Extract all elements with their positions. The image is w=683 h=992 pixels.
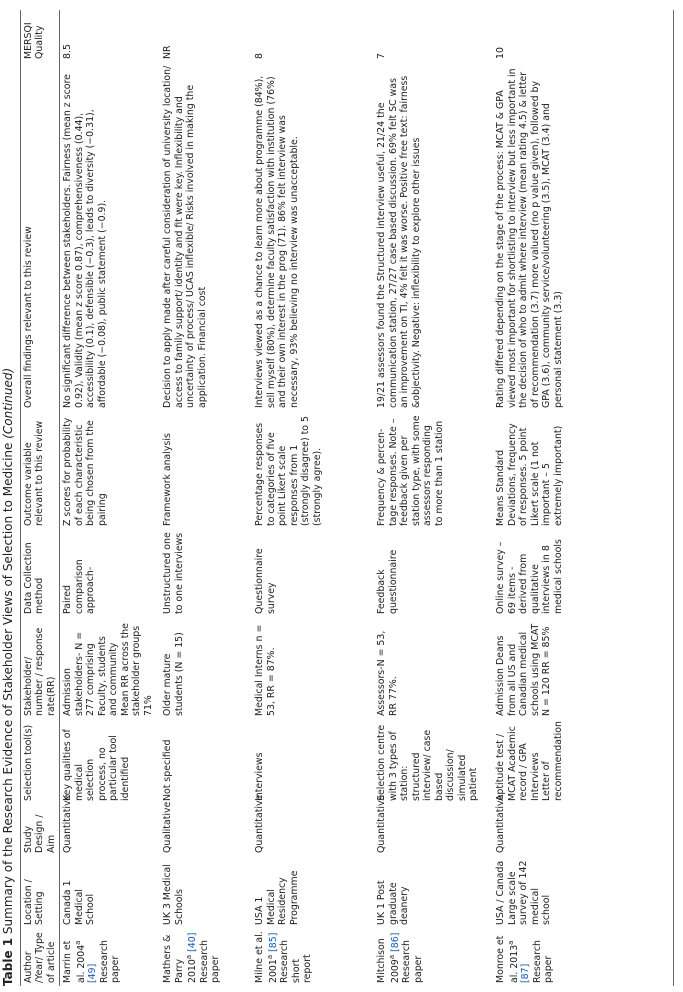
cell-location: USA 1 Medical Residency Programme [254,870,300,925]
cell-method: Questionnaire survey [254,548,277,614]
cell-design: Qualitative [162,801,174,853]
author-year: 2001 [268,959,279,983]
cell-tools: Key qualities of medical selection process, no particular tool identified [62,729,131,801]
cell-method: Feedback questionnaire [376,549,399,614]
year-superscript: a [265,954,274,960]
author-name: Monroe et al. [495,935,520,983]
cell-stakeholder: Admission Deans from all US and Canadian medical schools using MCAT N = 120 RR = 85% [493,617,674,719]
cell-findings: Rating differed depending on the stage of the process: MCAT & GPA viewed most important for shortlisting to interview but less important in the decision of who to admit where interview (mean rating 4.5) & letter of recommendation (3.7) more valued (no p value given), followed by GPA (3.6), community service/volunteering (3.5), MCAT (3.4) and personal statement (3.3) [493,62,674,411]
table-row [252,10,374,986]
cell-author [160,928,252,986]
cell-method: Unstructured one to one interviews [162,532,185,614]
year-superscript: a [185,954,194,960]
cell-design: Quantitative [254,794,266,853]
table-caption [1,368,15,986]
cell-findings: Interviews viewed as a chance to learn more about programme (84%), sell myself (80%), determine faculty satisfaction with institution (76%) and their own interest in the prog (71). 86% felt interview was necessary, 93% believing no interview was unacceptable. [254,75,300,408]
table-caption-text: Summary of the Research Evidence of Stakeholder Views of Selection to Medicine [1,442,15,935]
author-name: Mathers & Parry 2010 [162,934,199,983]
author-year: 2009 [390,959,401,983]
table-row [160,10,252,986]
cell-location: Canada 1 Medical School [62,880,97,925]
table-caption-continued: (Continued) [1,367,15,439]
year-superscript: a [506,940,515,945]
author-year: 2013 [509,944,520,969]
cell-quality: 8.5 [62,44,74,59]
cell-outcome: Percentage responses to categories of five point Likert scale responses from 1 (strongly disagree) to 5 (strongly agree). [254,416,323,526]
cell-outcome: Framework analysis [162,433,174,526]
cell-findings: Decision to apply made after careful consideration of university location/ access to family support/ identity and fit were key. Inflexibility and uncertainty of process/ UCAS inflexible/ Risks involved in making the application. Financial cost [162,65,208,408]
cell-author [493,928,674,986]
cell-method: Online survey – 69 items - derived from qualitative interviews in 8 medical schools [493,529,674,617]
cell-author [252,928,374,986]
header-outcome: Outcome variable relevant to this review [21,411,60,529]
header-method: Data Collection method [21,529,60,617]
table-header [21,10,60,986]
cell-tools: Selection centre with 3 types of station: structured interview/ case based discussion/ simulated patient [376,724,480,801]
table-row [493,10,674,986]
header-tools: Selection tool(s) [21,719,60,804]
cell-design: Quantitative [493,804,674,856]
cell-outcome: Means Standard Deviations, frequency of responses. 5 point Likert scale (1 not important – 5 extremely important) [493,411,674,529]
cell-quality: 10 [493,10,674,62]
cell-location: UK 1 Post graduate deanery [376,880,411,925]
table-body [60,10,674,986]
cell-location: USA / Canada Large scale survey of 142 medical school [493,856,674,928]
header-quality: MERSQI Quality [21,10,60,62]
year-superscript: a [73,940,82,945]
cell-outcome: Z scores for probability of each characteristic being chosen from the pairing [62,417,108,526]
header-stakeholder: Stakeholder/ number / response rate(RR) [21,617,60,719]
table-caption-label: Table 1 [1,937,15,986]
cell-stakeholder: Medical Interns n = 53, RR = 87%. [254,624,277,716]
cell-author [60,928,161,986]
cell-tools: Not specified [162,739,174,801]
author-year: 2004 [76,944,87,969]
citation-link[interactable]: [86] [390,932,401,952]
cell-stakeholder: Older mature students (N = 15) [162,632,185,716]
citation-link[interactable]: [87] [520,963,532,983]
citation-link[interactable]: [40] [187,932,199,952]
cell-stakeholder: Assessors-N = 53, RR 77%. [376,630,399,716]
table-row [374,10,493,986]
cell-quality: NR [162,45,174,59]
cell-design: Quantitative [376,794,388,853]
year-superscript: a [387,954,396,960]
article-type: Research paper [98,939,122,983]
cell-location: UK 3 Medical Schools [162,864,185,925]
citation-link[interactable]: [85] [268,932,279,952]
article-type: Research paper [531,939,555,983]
header-findings: Overall findings relevant to this review [21,62,60,411]
cell-quality: 7 [376,53,388,59]
cell-tools: Interviews [254,752,266,801]
cell-findings: 19/21 assessors found the Structured interview useful, 21/24 the communication station, 27/27 case based discussion. 69% felt SC was an improvement on TI, 4% felt it was worse. Positive free text: fairness &objectivity. Negative: inflexibility to explore other issues [376,75,422,408]
cell-method: Paired comparison approach- [62,559,97,614]
author-name: Marrin et al. [62,940,87,983]
citation-link[interactable]: [49] [87,963,99,983]
cell-stakeholder: Admission stakeholders- N = 277 comprising Faculty, students and community Mean RR across the stakeholder groups 71% [62,623,154,716]
table-row [60,10,161,986]
article-type: Research paper [401,939,424,983]
author-name: Milne et al. [254,931,266,983]
header-design: Study Design / Aim [21,804,60,856]
cell-design: Quantitative [62,794,74,853]
cell-tools: Aptitude test / MCAT Academic record / GPA Interviews Letter of recommendation [493,719,674,804]
header-row [21,10,60,986]
evidence-table [20,10,674,986]
author-name: Mitchison [376,938,388,983]
header-location: Location / Setting [21,856,60,928]
cell-findings: No significant difference between stakeholders. Fairness (mean z score 0.92), Validity (mean z score 0.87), comprehensiveness (0.44), accessibility (0.1), defensible (−0.3), leads to diversity (−0.31), affordable (−0.08), public statement (−0.9). [62,74,108,408]
header-author: Author /Year/ Type of article [21,928,60,986]
article-type: Research paper [198,939,222,983]
article-type: Research short report [279,939,314,983]
cell-outcome: Frequency & percen-tage responses. Note – feedback given per station type, with some assessors responding to more than 1 station [376,415,445,526]
cell-author [374,928,493,986]
cell-quality: 8 [254,53,266,59]
